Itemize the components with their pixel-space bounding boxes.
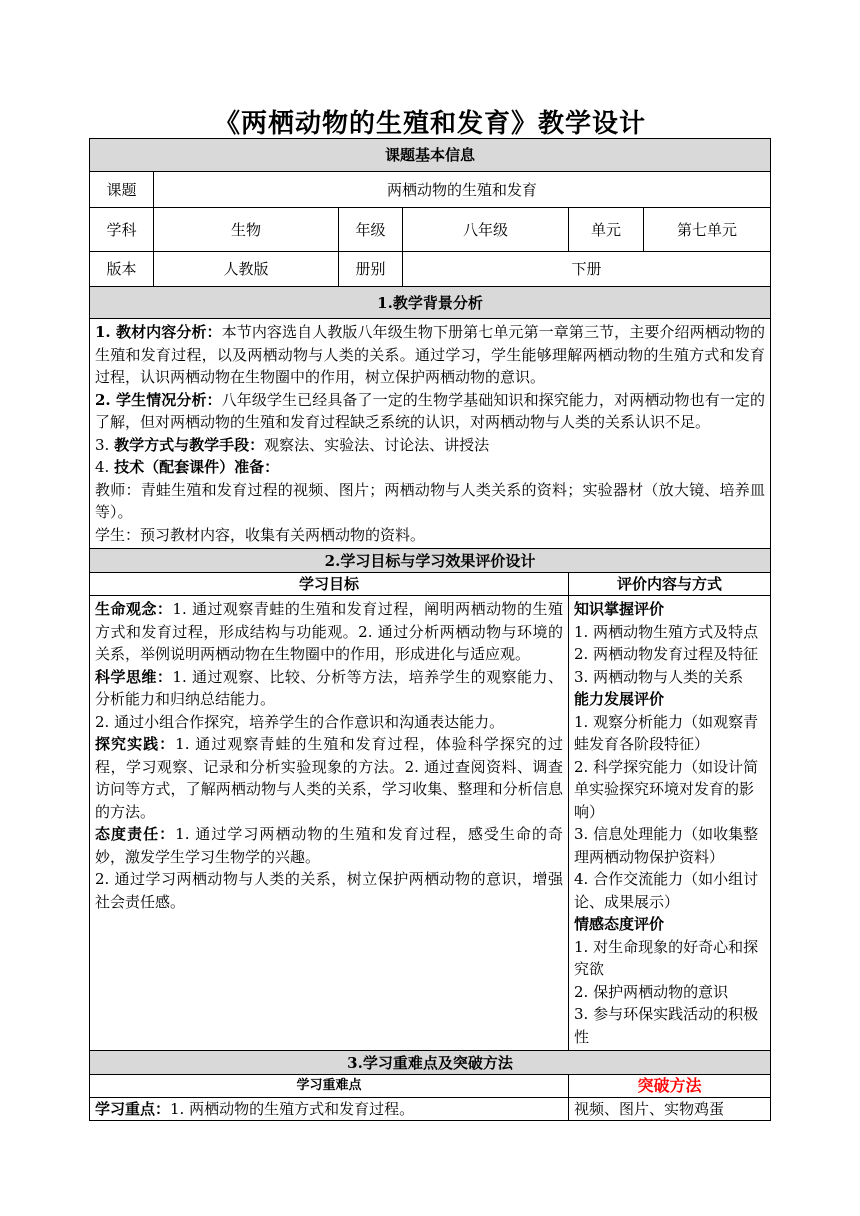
basic-info-header-row xyxy=(90,139,771,172)
goal-scientific-thinking: 科学思维：1. 通过观察、比较、分析等方法，培养学生的观察能力、分析能力和归纳总结能力。 xyxy=(95,667,563,708)
grade-value: 八年级 xyxy=(403,208,569,252)
lesson-plan-table xyxy=(89,138,771,1121)
eval-attitude-item: 3. 参与环保实践活动的积极性 xyxy=(574,1005,759,1046)
student-preparation: 学生：预习教材内容，收集有关两栖动物的资料。 xyxy=(95,525,426,544)
basic-info-header: 课题基本信息 xyxy=(90,139,771,172)
subject-label: 学科 xyxy=(90,208,154,252)
section3-colhead-row xyxy=(90,1075,771,1098)
grade-label: 年级 xyxy=(339,208,403,252)
learning-goals-header: 学习目标 xyxy=(90,573,569,596)
analysis-students: 2. 学生情况分析：八年级学生已经具备了一定的生物学基础知识和探究能力，对两栖动物也有一定的了解，但对两栖动物的生殖和发育过程缺乏系统的认识，对两栖动物与人类的关系认识不足。 xyxy=(95,390,766,431)
edition-label: 版本 xyxy=(90,252,154,287)
eval-ability-item: 1. 观察分析能力（如观察青蛙发育各阶段特征） xyxy=(574,712,759,753)
eval-attitude-item: 2. 保护两栖动物的意识 xyxy=(574,982,729,1001)
teacher-preparation: 教师：青蛙生殖和发育过程的视频、图片；两栖动物与人类关系的资料；实验器材（放大镜、培养皿等）。 xyxy=(95,480,766,521)
key-point-row xyxy=(90,1098,771,1121)
learning-goals-cell xyxy=(90,596,569,1051)
eval-attitude-title: 情感态度评价 xyxy=(574,915,665,933)
tech-preparation: 4. 技术（配套课件）准备： xyxy=(95,458,280,476)
section1-body-row xyxy=(90,319,771,549)
eval-ability-item: 2. 科学探究能力（如设计简单实验探究环境对发育的影响） xyxy=(574,757,759,821)
topic-label: 课题 xyxy=(90,172,154,208)
topic-row xyxy=(90,172,771,208)
section3-header-row xyxy=(90,1051,771,1075)
key-point-method: 视频、图片、实物鸡蛋 xyxy=(569,1098,771,1121)
eval-knowledge-item: 2. 两栖动物发育过程及特征 xyxy=(574,645,759,663)
goal-life-concept: 生命观念：1. 通过观察青蛙的生殖和发育过程，阐明两栖动物的生殖方式和发育过程，形成结构与功能观。2. 通过分析两栖动物与环境的关系，举例说明两栖动物在生物圈中的作用，形成进化与适应观。 xyxy=(95,600,563,663)
edition-value: 人教版 xyxy=(154,252,339,287)
eval-ability-item: 3. 信息处理能力（如收集整理两栖动物保护资料） xyxy=(574,825,759,866)
unit-label: 单元 xyxy=(569,208,644,252)
evaluation-cell xyxy=(569,596,771,1051)
goal-inquiry-practice: 探究实践：1. 通过观察青蛙的生殖和发育过程，体验科学探究的过程，学习观察、记录和分析实验现象的方法。2. 通过查阅资料、调查访问等方式，了解两栖动物与人类的关系，学习收集、整理和分析信息的方法。 xyxy=(95,735,563,821)
eval-knowledge-title: 知识掌握评价 xyxy=(574,600,665,618)
section2-header-row xyxy=(90,549,771,573)
section2-colhead-row xyxy=(90,573,771,596)
volume-value: 下册 xyxy=(403,252,771,287)
section1-body xyxy=(90,319,771,549)
subject-row xyxy=(90,208,771,252)
key-point-cell: 学习重点：1. 两栖动物的生殖方式和发育过程。 xyxy=(90,1098,569,1121)
document-title: 《两栖动物的生殖和发育》教学设计 xyxy=(213,109,646,139)
edition-row xyxy=(90,252,771,287)
teaching-methods: 3. 教学方式与教学手段：观察法、实验法、讨论法、讲授法 xyxy=(95,435,490,454)
section3-header: 3.学习重难点及突破方法 xyxy=(90,1051,771,1075)
eval-knowledge-item: 1. 两栖动物生殖方式及特点 xyxy=(574,622,759,641)
eval-ability-item: 4. 合作交流能力（如小组讨论、成果展示） xyxy=(574,870,759,911)
methods-header: 突破方法 xyxy=(569,1075,771,1098)
key-points-header: 学习重难点 xyxy=(90,1075,569,1098)
goal-attitude-2: 2. 通过学习两栖动物与人类的关系，树立保护两栖动物的意识，增强社会责任感。 xyxy=(95,870,563,911)
eval-attitude-item: 1. 对生命现象的好奇心和探究欲 xyxy=(574,937,759,978)
analysis-textbook: 1. 教材内容分析：本节内容选自人教版八年级生物下册第七单元第一章第三节，主要介绍两栖动物的生殖和发育过程，以及两栖动物与人类的关系。通过学习，学生能够理解两栖动物的生殖方式和发育过程，认识两栖动物在生物圈中的作用，树立保护两栖动物的意识。 xyxy=(95,323,766,386)
goal-attitude: 态度责任：1. 通过学习两栖动物的生殖和发育过程，感受生命的奇妙，激发学生学习生物学的兴趣。 xyxy=(95,825,563,866)
section2-body-row xyxy=(90,596,771,1051)
eval-ability-title: 能力发展评价 xyxy=(574,690,665,708)
volume-label: 册别 xyxy=(339,252,403,287)
unit-value: 第七单元 xyxy=(644,208,771,252)
evaluation-header: 评价内容与方式 xyxy=(569,573,771,596)
topic-value: 两栖动物的生殖和发育 xyxy=(154,172,771,208)
eval-knowledge-item: 3. 两栖动物与人类的关系 xyxy=(574,667,744,686)
goal-scientific-thinking-2: 2. 通过小组合作探究，培养学生的合作意识和沟通表达能力。 xyxy=(95,712,505,731)
section1-header: 1.教学背景分析 xyxy=(90,287,771,319)
section1-header-row xyxy=(90,287,771,319)
subject-value: 生物 xyxy=(154,208,339,252)
section2-header: 2.学习目标与学习效果评价设计 xyxy=(90,549,771,573)
